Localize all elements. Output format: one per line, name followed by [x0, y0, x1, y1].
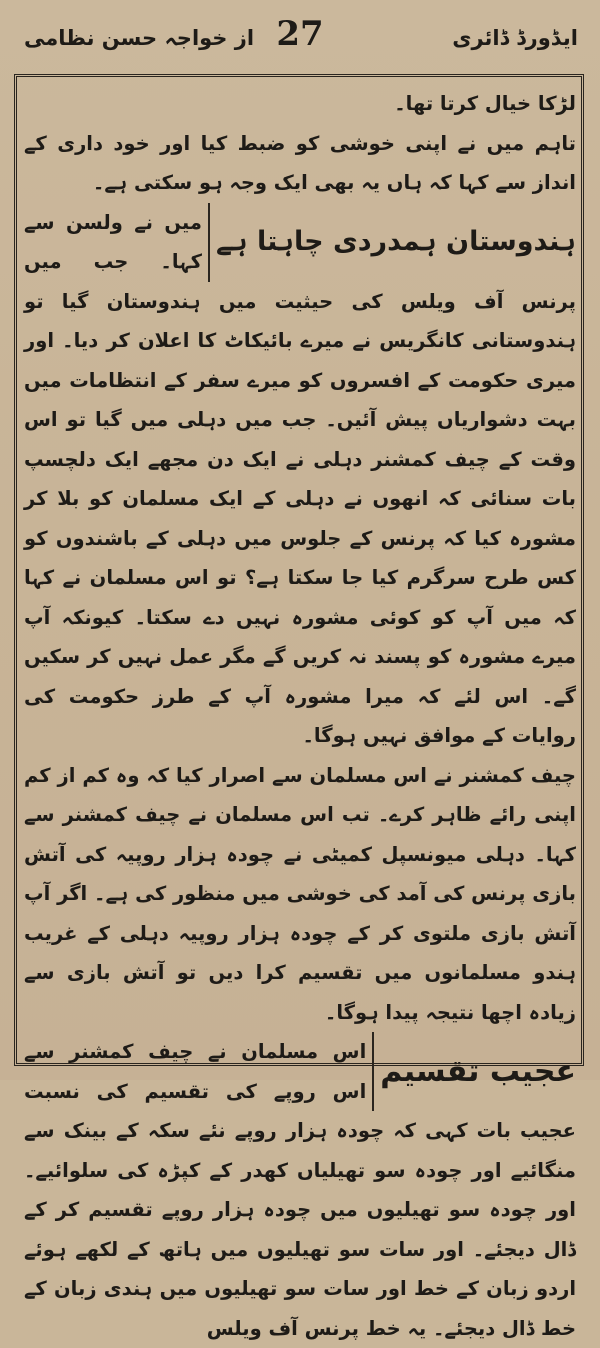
book-title: ایڈورڈ ڈائری — [452, 26, 578, 50]
page-number: 27 — [276, 14, 324, 54]
paragraph-3: میں نے ولسن سے کہا۔ جب میں پرنس آف ویلس کی حیثیت میں ہندوستان گیا تو ہندوستانی کانگریس نے میرے بائیکاٹ کا اعلان کر دیا۔ اور میری حکومت کے افسروں کو میرے سفر کے انتظامات میں بہت دشواریاں پیش آئیں۔ جب میں دہلی میں گیا تو اس وقت کے چیف کمشنر دہلی نے ایک دن مجھے ایک دلچسپ بات سنائی کہ انھوں نے دہلی کے ایک مسلمان کو بلا کر مشورہ کیا کہ پرنس کے جلوس میں دہلی کے باشندوں کو کس طرح سرگرم کیا جا سکتا ہے؟ تو اس مسلمان نے کہا کہ میں آپ کو کوئی مشورہ نہیں دے سکتا۔ کیونکہ آپ میرے مشورہ کو پسند نہ کریں گے مگر عمل نہیں کر سکیں گے۔ اس لئے کہ میرا مشورہ آپ کے طرز حکومت کی روایات کے موافق نہیں ہوگا۔ — [24, 210, 576, 747]
paragraph-1: لڑکا خیال کرتا تھا۔ — [394, 92, 576, 115]
author-name: از خواجہ حسن نظامی — [24, 26, 255, 50]
paragraph-4: چیف کمشنر نے اس مسلمان سے اصرار کیا کہ وہ کم از کم اپنی رائے ظاہر کرے۔ تب اس مسلمان نے چیف کمشنر سے کہا۔ دہلی میونسپل کمیٹی نے چودہ ہزار روپیہ کی آتش بازی پرنس کی آمد کی خوشی میں منظور کی ہے۔ اگر آپ آتش بازی ملتوی کر کے چودہ ہزار روپیہ دہلی کے غریب ہندو مسلمانوں میں تقسیم کرا دیں تو آتش بازی سے زیادہ اچھا نتیجہ پیدا ہوگا۔ — [24, 763, 576, 1024]
page-header — [20, 14, 580, 68]
paragraph-3-block — [24, 203, 576, 756]
paragraph-2: تاہم میں نے اپنی خوشی کو ضبط کیا اور خود داری کے انداز سے کہا کہ ہاں یہ بھی ایک وجہ ہو سکتی ہے۔ — [24, 131, 576, 194]
side-heading-sympathy: ہندوستان ہمدردی چاہتا ہے — [208, 203, 576, 282]
paragraph-5: اس مسلمان نے چیف کمشنر سے اس روپے کی تقسیم کی نسبت عجیب بات کہی کہ چودہ ہزار روپے نئے سکہ کے بینک سے منگائیے اور چودہ سو تھیلیاں کھدر کے کپڑہ کی سلوائیے۔ اور چودہ سو تھیلیوں میں چودہ ہزار روپے تقسیم کر کے ڈال دیجئے۔ اور سات سو تھیلیوں میں ہاتھ کے لکھے ہوئے اردو زبان کے خط اور سات سو تھیلیوں میں ہندی زبان کے خط ڈال دیجئے۔ یہ خط پرنس آف ویلس — [24, 1040, 576, 1340]
page-body — [24, 84, 576, 1348]
paragraph-5-block — [24, 1032, 576, 1348]
side-heading-distribution: عجیب تقسیم — [372, 1032, 576, 1111]
